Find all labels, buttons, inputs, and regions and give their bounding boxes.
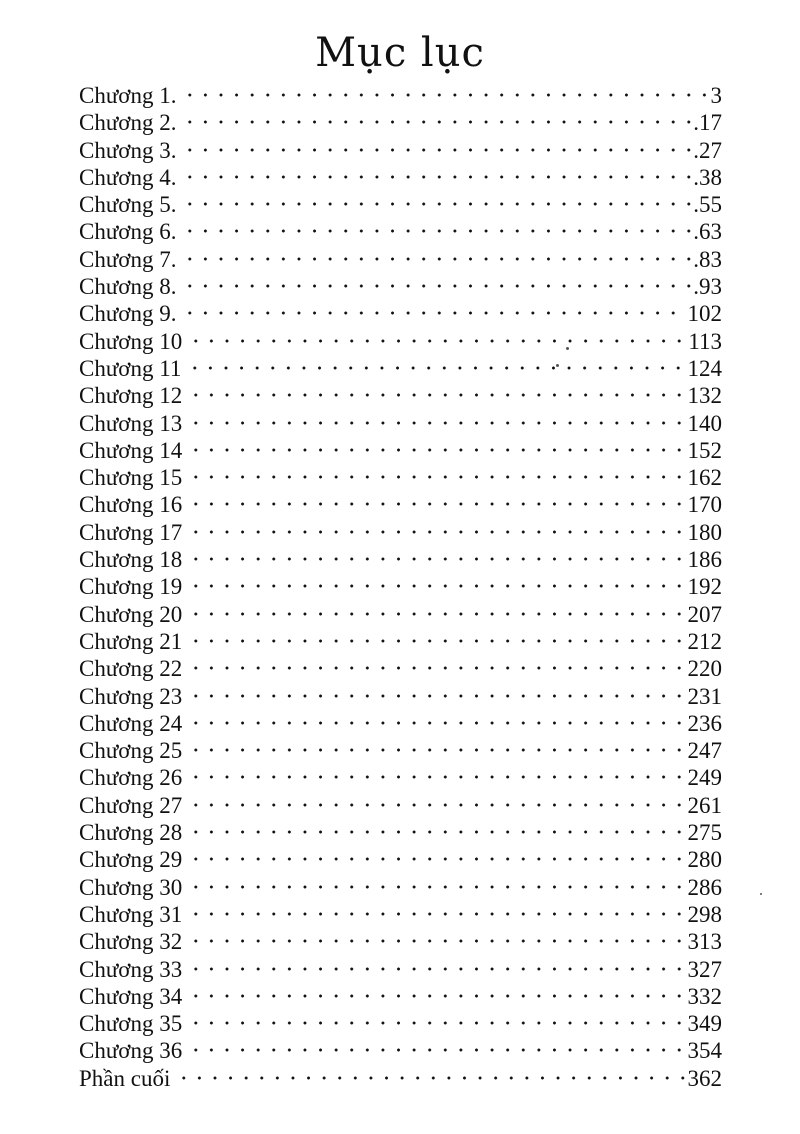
dot-leader — [182, 311, 685, 315]
scan-speck — [556, 364, 559, 367]
toc-entry-label: Chương 20 — [79, 601, 183, 627]
toc-entry[interactable] — [79, 846, 722, 873]
dot-leader — [182, 120, 691, 124]
toc-entry-label: Chương 30 — [79, 874, 183, 900]
toc-entry-label: Chương 16 — [79, 492, 183, 518]
toc-entry-label: Chương 25 — [79, 738, 183, 764]
toc-entry-page-number: 220 — [687, 656, 722, 682]
toc-entry-page-number: 3 — [710, 83, 722, 108]
toc-entry-page-number: 231 — [687, 683, 722, 709]
toc-entry[interactable] — [79, 601, 722, 628]
toc-entry[interactable] — [79, 218, 722, 245]
toc-entry-page-number: 192 — [687, 574, 722, 600]
toc-entry-label: Chương 15 — [79, 465, 183, 491]
toc-entry-label: Chương 17 — [79, 519, 183, 545]
toc-entry[interactable] — [79, 137, 722, 164]
scan-speck — [566, 347, 569, 350]
dot-leader — [188, 857, 685, 861]
toc-entry-page-number: 113 — [688, 328, 722, 354]
dot-leader — [182, 229, 691, 233]
toc-entry-page-number: 313 — [687, 929, 722, 955]
toc-entry[interactable] — [79, 628, 722, 655]
dot-leader — [188, 748, 685, 752]
toc-entry-label: Chương 29 — [79, 847, 183, 873]
toc-entry-page-number: 124 — [687, 355, 722, 381]
toc-entry-page-number: 186 — [687, 547, 722, 573]
toc-entry[interactable] — [79, 410, 722, 437]
toc-entry-page-number: 332 — [687, 983, 722, 1009]
dot-leader — [187, 366, 685, 370]
toc-entry-label: Chương 18 — [79, 547, 183, 573]
toc-entry[interactable] — [79, 819, 722, 846]
dot-leader — [188, 721, 685, 725]
toc-entry[interactable] — [79, 246, 722, 273]
dot-leader — [182, 284, 691, 288]
toc-entry[interactable] — [79, 464, 722, 491]
toc-entry-page-number: 327 — [687, 956, 722, 982]
dot-leader — [182, 93, 708, 97]
toc-entry-page-number: 180 — [687, 519, 722, 545]
toc-entry-page-number: 247 — [687, 738, 722, 764]
dot-leader — [188, 994, 685, 998]
toc-entry-page-number: .83 — [693, 246, 722, 272]
toc-entry-label: Chương 12 — [79, 383, 183, 409]
toc-entry-label: Chương 4. — [79, 164, 177, 190]
dot-leader — [188, 912, 685, 916]
dot-leader — [188, 666, 685, 670]
toc-entry-label: Chương 5. — [79, 192, 177, 218]
toc-entry[interactable] — [79, 437, 722, 464]
toc-entry-page-number: 170 — [687, 492, 722, 518]
toc-entry[interactable] — [79, 737, 722, 764]
toc-entry-page-number: 354 — [687, 1038, 722, 1064]
toc-entry-label: Chương 11 — [79, 355, 182, 381]
toc-entry[interactable] — [79, 491, 722, 518]
toc-entry[interactable] — [79, 764, 722, 791]
toc-entry[interactable] — [79, 928, 722, 955]
dot-leader — [188, 830, 685, 834]
toc-entry-label: Chương 14 — [79, 437, 183, 463]
toc-entry-page-number: .38 — [693, 164, 722, 190]
toc-entry[interactable] — [79, 82, 722, 109]
toc-entry-page-number: 207 — [687, 601, 722, 627]
toc-entry-page-number: .17 — [693, 110, 722, 136]
dot-leader — [188, 694, 685, 698]
toc-entry[interactable] — [79, 382, 722, 409]
toc-entry-label: Chương 24 — [79, 710, 183, 736]
toc-entry-label: Chương 10 — [79, 328, 183, 354]
toc-entry-label: Chương 2. — [79, 110, 177, 136]
dot-leader — [188, 557, 685, 561]
toc-entry-page-number: .27 — [693, 137, 722, 163]
dot-leader — [188, 1021, 685, 1025]
scan-speck — [760, 893, 762, 895]
toc-entry-label: Chương 26 — [79, 765, 183, 791]
toc-entry-label: Chương 21 — [79, 628, 183, 654]
dot-leader — [188, 475, 685, 479]
toc-entry-label: Chương 31 — [79, 901, 183, 927]
toc-entry-page-number: .55 — [693, 192, 722, 218]
dot-leader — [188, 393, 685, 397]
toc-entry-page-number: .93 — [693, 274, 722, 300]
toc-entry[interactable] — [79, 300, 722, 327]
toc-entry-label: Chương 35 — [79, 1011, 183, 1037]
toc-entry-page-number: 280 — [687, 847, 722, 873]
toc-entry-label: Chương 7. — [79, 246, 177, 272]
toc-entry-label: Chương 3. — [79, 137, 177, 163]
toc-entry-label: Chương 32 — [79, 929, 183, 955]
toc-entry[interactable] — [79, 109, 722, 136]
dot-leader — [188, 967, 685, 971]
toc-entry[interactable] — [79, 874, 722, 901]
toc-entry[interactable] — [79, 355, 722, 382]
table-of-contents — [79, 82, 722, 1092]
dot-leader — [176, 1076, 685, 1080]
dot-leader — [188, 612, 685, 616]
toc-entry[interactable] — [79, 546, 722, 573]
toc-entry[interactable] — [79, 983, 722, 1010]
toc-entry[interactable] — [79, 683, 722, 710]
toc-entry-page-number: 152 — [687, 437, 722, 463]
dot-leader — [188, 1048, 685, 1052]
toc-entry[interactable] — [79, 1037, 722, 1064]
toc-entry-label: Chương 36 — [79, 1038, 183, 1064]
toc-entry[interactable] — [79, 573, 722, 600]
dot-leader — [182, 257, 691, 261]
toc-entry[interactable] — [79, 328, 722, 355]
dot-leader — [188, 530, 685, 534]
toc-entry[interactable] — [79, 191, 722, 218]
dot-leader — [188, 448, 685, 452]
toc-entry[interactable] — [79, 273, 722, 300]
toc-entry-page-number: 261 — [687, 792, 722, 818]
dot-leader — [182, 148, 691, 152]
page-title: Mục lục — [315, 30, 485, 76]
toc-entry-page-number: 298 — [687, 901, 722, 927]
dot-leader — [188, 775, 685, 779]
dot-leader — [188, 421, 685, 425]
toc-entry-page-number: 212 — [687, 628, 722, 654]
toc-entry-page-number: .63 — [693, 219, 722, 245]
dot-leader — [188, 885, 685, 889]
toc-entry-page-number: 162 — [687, 465, 722, 491]
toc-entry-label: Chương 22 — [79, 656, 183, 682]
toc-entry[interactable] — [79, 519, 722, 546]
dot-leader — [188, 339, 686, 343]
toc-entry-label: Chương 8. — [79, 274, 177, 300]
toc-entry-page-number: 275 — [687, 820, 722, 846]
toc-entry-label: Chương 27 — [79, 792, 183, 818]
toc-entry[interactable] — [79, 1010, 722, 1037]
dot-leader — [182, 202, 691, 206]
toc-entry-page-number: 236 — [687, 710, 722, 736]
toc-entry-page-number: 102 — [687, 301, 722, 327]
toc-entry-label: Phần cuối — [79, 1065, 171, 1091]
toc-entry[interactable] — [79, 164, 722, 191]
dot-leader — [188, 584, 685, 588]
toc-entry-page-number: 249 — [687, 765, 722, 791]
toc-entry[interactable] — [79, 901, 722, 928]
toc-entry-label: Chương 23 — [79, 683, 183, 709]
toc-entry[interactable] — [79, 956, 722, 983]
toc-entry[interactable] — [79, 710, 722, 737]
toc-entry-label: Chương 34 — [79, 983, 183, 1009]
dot-leader — [188, 939, 685, 943]
toc-entry-label: Chương 13 — [79, 410, 183, 436]
dot-leader — [188, 803, 685, 807]
toc-entry[interactable] — [79, 792, 722, 819]
toc-entry-label: Chương 33 — [79, 956, 183, 982]
toc-entry-page-number: 349 — [687, 1011, 722, 1037]
toc-entry[interactable] — [79, 655, 722, 682]
toc-entry-label: Chương 6. — [79, 219, 177, 245]
toc-entry-page-number: 132 — [687, 383, 722, 409]
toc-entry-label: Chương 28 — [79, 820, 183, 846]
toc-entry-label: Chương 9. — [79, 301, 177, 327]
toc-entry-label: Chương 1. — [79, 83, 177, 108]
dot-leader — [188, 502, 685, 506]
toc-entry-page-number: 362 — [687, 1065, 722, 1091]
dot-leader — [182, 175, 691, 179]
toc-entry-page-number: 140 — [687, 410, 722, 436]
toc-entry-page-number: 286 — [687, 874, 722, 900]
dot-leader — [188, 639, 685, 643]
toc-entry-label: Chương 19 — [79, 574, 183, 600]
toc-entry[interactable] — [79, 1065, 722, 1092]
